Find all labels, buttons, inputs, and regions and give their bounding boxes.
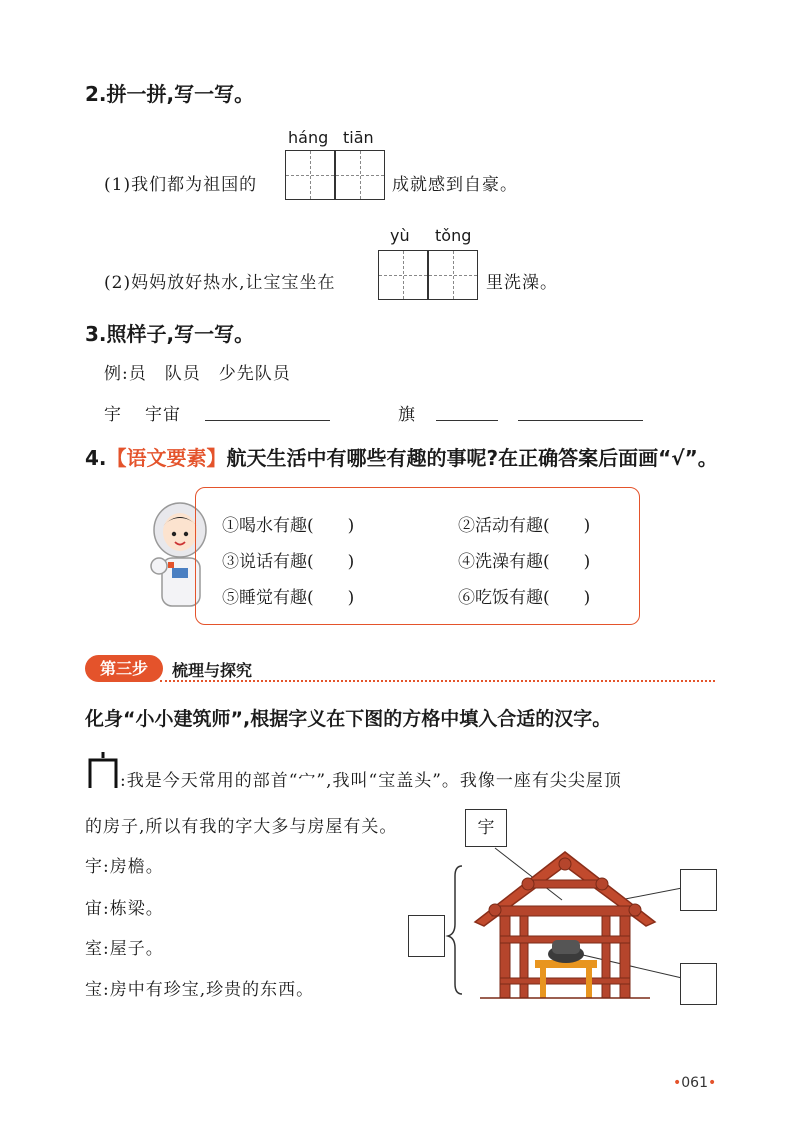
q2-item1-suffix: 成就感到自豪。 <box>392 175 518 195</box>
answer-line[interactable] <box>205 420 330 421</box>
q3-char1: 宇 <box>104 405 122 425</box>
choice-6[interactable]: ⑥吃饭有趣( ) <box>458 588 591 608</box>
pinyin-hang: háng <box>288 128 329 147</box>
answer-box-beam[interactable] <box>680 869 717 911</box>
def-zhou: 宙:栋梁。 <box>85 899 164 919</box>
q3-char2: 旗 <box>398 405 416 425</box>
def-shi: 室:屋子。 <box>85 939 164 959</box>
writing-box[interactable] <box>428 250 478 300</box>
choice-2[interactable]: ②活动有趣( ) <box>458 516 591 536</box>
q4-tag: 【语文要素】 <box>106 446 227 470</box>
page-number: •061• <box>673 1075 717 1091</box>
answer-line[interactable] <box>518 420 643 421</box>
q3-example: 例:员 队员 少先队员 <box>104 364 291 384</box>
choice-4[interactable]: ④洗澡有趣( ) <box>458 552 591 572</box>
step-badge: 第三步 <box>85 655 163 682</box>
intro-line1: :我是今天常用的部首“宀”,我叫“宝盖头”。我像一座有尖尖屋顶 <box>120 771 622 791</box>
divider <box>160 680 715 682</box>
step-title: 梳理与探究 <box>172 661 253 680</box>
intro-line2: 的房子,所以有我的字大多与房屋有关。 <box>85 817 398 837</box>
choice-3[interactable]: ③说话有趣( ) <box>222 552 355 572</box>
pinyin-yu: yù <box>390 226 410 245</box>
choice-1[interactable]: ①喝水有趣( ) <box>222 516 355 536</box>
q2-item1-prefix: (1)我们都为祖国的 <box>104 175 258 195</box>
q4-question: 航天生活中有哪些有趣的事呢?在正确答案后面画“√”。 <box>226 446 718 470</box>
choice-5[interactable]: ⑤睡觉有趣( ) <box>222 588 355 608</box>
pinyin-tong: tǒng <box>435 226 472 245</box>
label-box-text: 宇 <box>477 818 495 838</box>
answer-box-treasure[interactable] <box>680 963 717 1005</box>
q4-title <box>85 442 718 471</box>
def-yu: 宇:房檐。 <box>85 857 164 877</box>
q2-item2-suffix: 里洗澡。 <box>486 273 558 293</box>
step3-instruction: 化身“小小建筑师”,根据字义在下图的方格中填入合适的汉字。 <box>85 708 612 730</box>
q2-title: 2.拼一拼,写一写。 <box>85 82 255 106</box>
radical-icon <box>86 750 120 792</box>
q4-number: 4. <box>85 446 107 470</box>
answer-line[interactable] <box>436 420 498 421</box>
writing-box[interactable] <box>285 150 335 200</box>
q3-word1: 宇宙 <box>145 405 181 425</box>
page-number-text: 061 <box>681 1075 708 1091</box>
label-box-yu <box>465 809 507 847</box>
q2-item2-prefix: (2)妈妈放好热水,让宝宝坐在 <box>104 273 336 293</box>
writing-box[interactable] <box>335 150 385 200</box>
q3-title: 3.照样子,写一写。 <box>85 322 255 346</box>
answer-box-house[interactable] <box>408 915 445 957</box>
def-bao: 宝:房中有珍宝,珍贵的东西。 <box>85 980 315 1000</box>
pinyin-tian: tiān <box>343 128 374 147</box>
writing-box[interactable] <box>378 250 428 300</box>
